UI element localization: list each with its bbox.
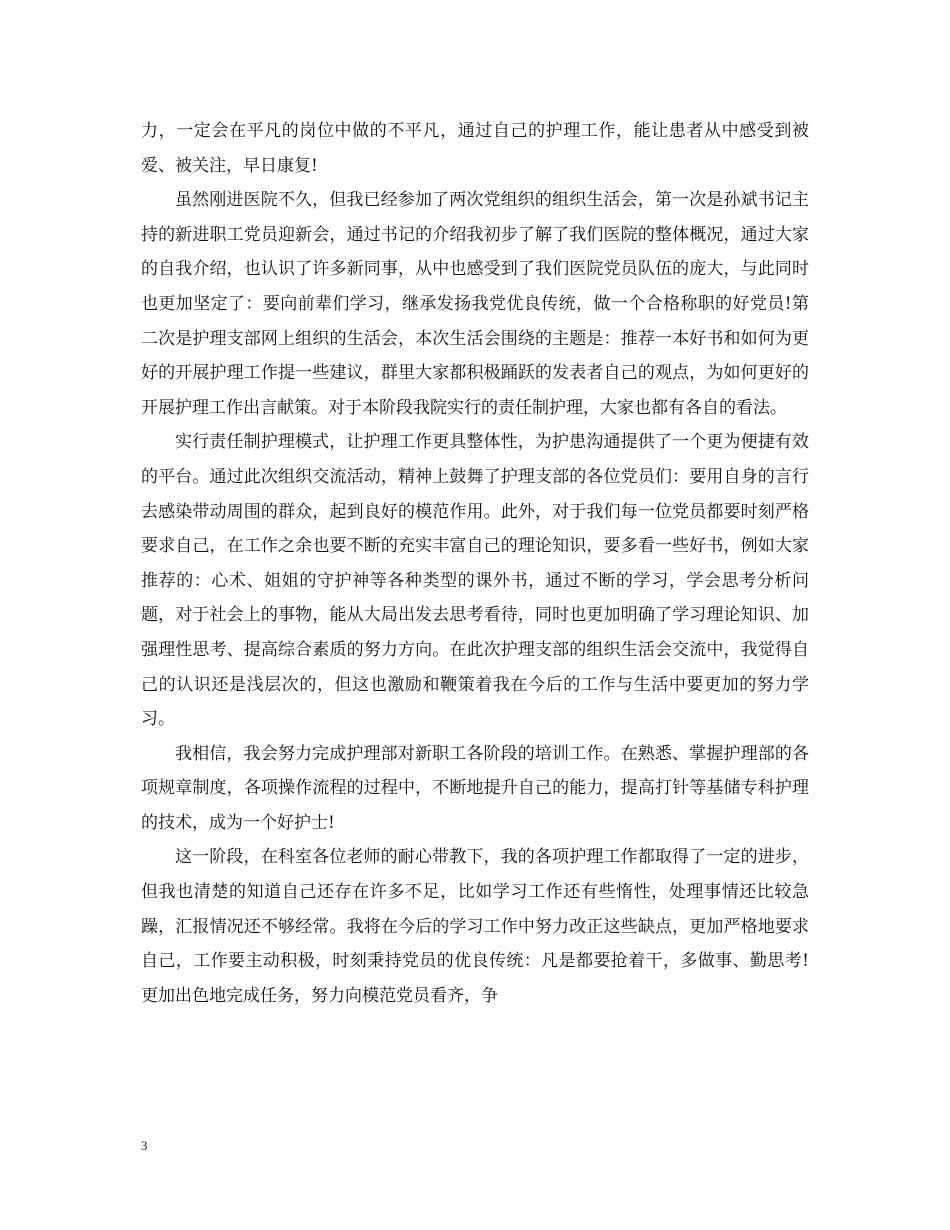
page-number: 3 xyxy=(141,1138,148,1153)
paragraph-2: 虽然刚进医院不久，但我已经参加了两次党组织的组织生活会，第一次是孙斌书记主持的新进职工党员迎新会，通过书记的介绍我初步了解了我们医院的整体概况，通过大家的自我介绍，也认识了许多新同事，从中也感受到了我们医院党员队伍的庞大，与此同时也更加坚定了：要向前辈们学习，继承发扬我党优良传统，做一个合格称职的好党员!第二次是护理支部网上组织的生活会，本次生活会围绕的主题是：推荐一本好书和如何为更好的开展护理工作提一些建议，群里大家都积极踊跃的发表者自己的观点，为如何更好的开展护理工作出言献策。对于本阶段我院实行的责任制护理，大家也都有各自的看法。 xyxy=(141,190,809,418)
paragraph-4: 我相信，我会努力完成护理部对新职工各阶段的培训工作。在熟悉、掌握护理部的各项规章制度，各项操作流程的过程中，不断地提升自己的能力，提高打针等基储专科护理的技术，成为一个好护士! xyxy=(141,743,809,833)
body-text xyxy=(141,114,809,1013)
paragraph-1: 力，一定会在平凡的岗位中做的不平凡，通过自己的护理工作，能让患者从中感受到被爱、被关注，早日康复! xyxy=(141,121,809,176)
paragraph-3: 实行责任制护理模式，让护理工作更具整体性，为护患沟通提供了一个更为便捷有效的平台。通过此次组织交流活动，精神上鼓舞了护理支部的各位党员们：要用自身的言行去感染带动周围的群众，起到良好的模范作用。此外，对于我们每一位党员都要时刻严格要求自己，在工作之余也要不断的充实丰富自己的理论知识，要多看一些好书，例如大家推荐的：心术、姐姐的守护神等各种类型的课外书，通过不断的学习，学会思考分析问题，对于社会上的事物，能从大局出发去思考看待，同时也更加明确了学习理论知识、加强理性思考、提高综合素质的努力方向。在此次护理支部的组织生活会交流中，我觉得自己的认识还是浅层次的，但这也激励和鞭策着我在今后的工作与生活中要更加的努力学习。 xyxy=(141,432,809,730)
paragraph-5: 这一阶段，在科室各位老师的耐心带教下，我的各项护理工作都取得了一定的进步，但我也清楚的知道自己还存在许多不足，比如学习工作还有些惰性，处理事情还比较急躁，汇报情况还不够经常。我将在今后的学习工作中努力改正这些缺点，更加严格地要求自己，工作要主动积极，时刻秉持党员的优良传统：凡是都要抢着干，多做事、勤思考!更加出色地完成任务，努力向模范党员看齐，争 xyxy=(141,847,809,1006)
